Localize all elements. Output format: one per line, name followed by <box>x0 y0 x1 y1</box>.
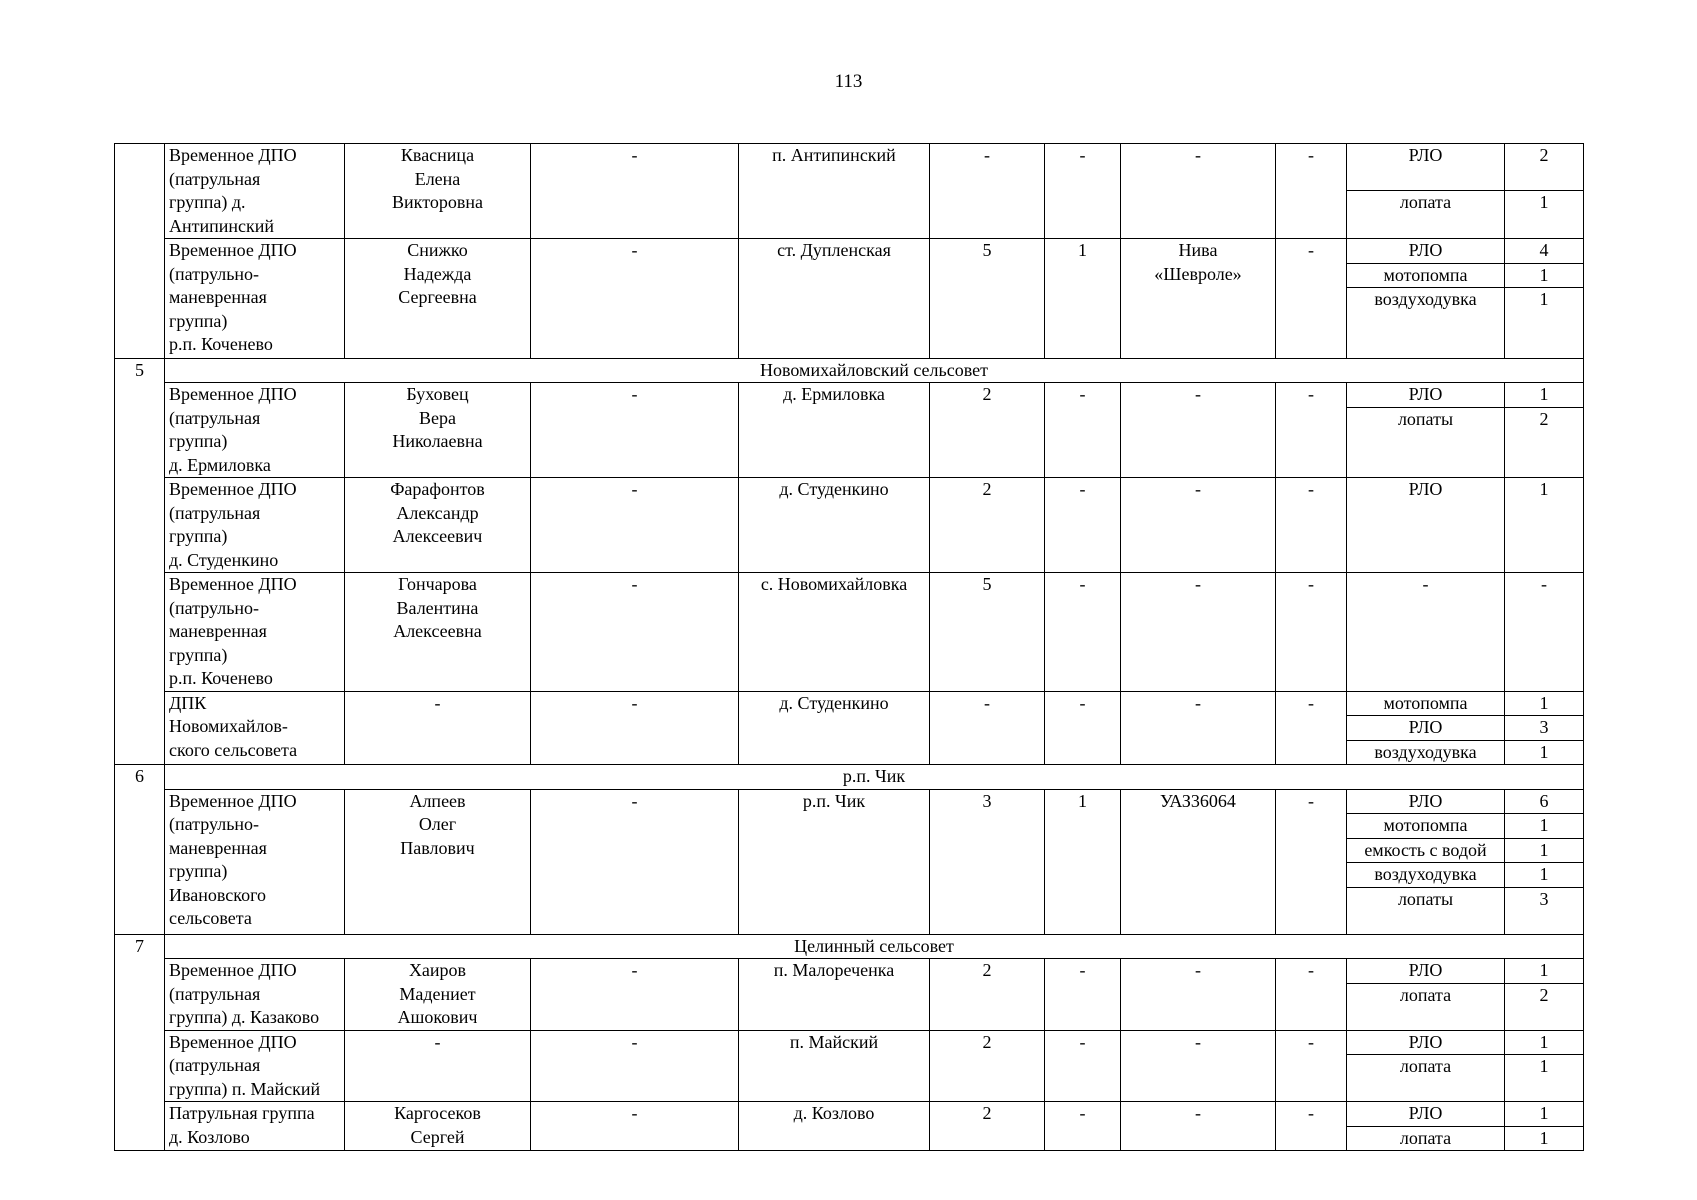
unit-name-line: группа) <box>169 526 228 546</box>
people-count-cell: - <box>930 691 1045 765</box>
table-row <box>115 1030 1584 1055</box>
unit-name-line: (патрульная <box>169 407 261 428</box>
unit-head-line: Валентина <box>396 597 479 618</box>
equipment-qty-cell: 2 <box>1505 144 1584 191</box>
unit-name-line: р.п. Коченево <box>169 334 273 354</box>
people-count-cell: 5 <box>930 573 1045 692</box>
people-count-cell: 5 <box>930 239 1045 359</box>
equipment-qty-cell: 1 <box>1505 1126 1584 1151</box>
equipment-item-cell: воздуходувка <box>1347 863 1505 888</box>
unit-head-line: Снижко <box>407 240 468 260</box>
unit-name-line: Ивановского <box>169 884 267 905</box>
unit-name-line: маневренная <box>169 287 267 307</box>
unit-name-line: группа) <box>169 644 228 665</box>
unit-head-line: - <box>434 1031 441 1052</box>
people-count-cell: 2 <box>930 1030 1045 1102</box>
vehicle-type-cell: - <box>1121 144 1276 239</box>
people-count-cell: 2 <box>930 959 1045 1031</box>
contact-cell: - <box>531 691 739 765</box>
people-count-cell: 2 <box>930 478 1045 573</box>
vehicle-type-cell: - <box>1121 691 1276 765</box>
equipment-qty-cell: - <box>1505 573 1584 692</box>
equipment-qty-cell: 1 <box>1505 691 1584 716</box>
vehicle-type-cell: - <box>1121 383 1276 478</box>
equipment-item-cell: мотопомпа <box>1347 691 1505 716</box>
extra-cell: - <box>1276 1102 1347 1151</box>
unit-name-line: группа) <box>169 431 228 451</box>
unit-name-cell <box>165 478 345 573</box>
location-cell: д. Студенкино <box>739 691 930 765</box>
equipment-item-cell: воздуходувка <box>1347 740 1505 765</box>
unit-head-cell <box>345 959 531 1031</box>
unit-name-line: группа) <box>169 310 228 331</box>
unit-head-cell <box>345 478 531 573</box>
equipment-item-cell: воздуходувка <box>1347 288 1505 359</box>
unit-name-line: группа) <box>169 861 228 881</box>
unit-head-line: - <box>434 692 441 713</box>
table-body <box>115 144 1584 1151</box>
unit-name-line: маневренная <box>169 621 267 641</box>
unit-head-cell <box>345 691 531 765</box>
location-cell: д. Козлово <box>739 1102 930 1151</box>
unit-name-line: (патрульная <box>169 983 261 1004</box>
unit-name-cell <box>165 789 345 934</box>
people-count-cell: 2 <box>930 383 1045 478</box>
vehicle-type-cell: - <box>1121 1030 1276 1102</box>
unit-head-line: Алпеев <box>409 790 466 811</box>
vehicle-type-cell: УАЗ36064 <box>1121 789 1276 934</box>
unit-head-line: Ашокович <box>397 1007 478 1027</box>
equipment-qty-cell: 3 <box>1505 887 1584 934</box>
equipment-qty-cell: 6 <box>1505 789 1584 814</box>
equipment-qty-cell: 2 <box>1505 983 1584 1030</box>
unit-head-line: Сергей <box>410 1126 465 1147</box>
unit-head-line: Надежда <box>403 263 472 284</box>
unit-name-line: группа) п. Майский <box>169 1078 321 1099</box>
extra-cell: - <box>1276 383 1347 478</box>
section-row <box>115 934 1584 959</box>
unit-name-line: Новомихайлов- <box>169 716 288 736</box>
group-number <box>115 144 165 359</box>
unit-head-line: Николаевна <box>392 431 483 451</box>
equipment-item-cell: РЛО <box>1347 1030 1505 1055</box>
equipment-item-cell: - <box>1347 573 1505 692</box>
contact-cell: - <box>531 144 739 239</box>
vehicle-type-cell <box>1121 239 1276 359</box>
location-cell: д. Ермиловка <box>739 383 930 478</box>
unit-name-line: Патрульная группа <box>169 1103 315 1123</box>
section-row <box>115 765 1584 790</box>
group-number: 5 <box>115 358 165 765</box>
unit-name-line: Антипинский <box>169 215 275 236</box>
equipment-qty-cell: 1 <box>1505 863 1584 888</box>
unit-head-cell <box>345 789 531 934</box>
unit-head-cell <box>345 239 531 359</box>
equipment-qty-cell: 1 <box>1505 838 1584 863</box>
unit-head-line: Елена <box>414 168 461 189</box>
equipment-item-cell: лопаты <box>1347 887 1505 934</box>
extra-cell: - <box>1276 573 1347 692</box>
unit-name-line: Временное ДПО <box>169 145 297 165</box>
unit-name-line: (патрульно- <box>169 814 260 834</box>
contact-cell: - <box>531 1030 739 1102</box>
table-row <box>115 383 1584 408</box>
vehicle-type-line: «Шевроле» <box>1154 263 1242 284</box>
unit-head-cell <box>345 1102 531 1151</box>
unit-name-line: Временное ДПО <box>169 1031 297 1052</box>
vehicle-count-cell: - <box>1045 1102 1121 1151</box>
unit-head-line: Олег <box>418 814 457 834</box>
location-cell: п. Майский <box>739 1030 930 1102</box>
fire-units-table <box>114 143 1584 1151</box>
equipment-item-cell: лопата <box>1347 983 1505 1030</box>
vehicle-count-cell: - <box>1045 144 1121 239</box>
unit-name-line: д. Студенкино <box>169 549 279 570</box>
unit-name-line: Временное ДПО <box>169 384 297 404</box>
equipment-item-cell: РЛО <box>1347 383 1505 408</box>
extra-cell: - <box>1276 691 1347 765</box>
unit-name-cell <box>165 1102 345 1151</box>
unit-name-cell <box>165 573 345 692</box>
table-row <box>115 691 1584 716</box>
extra-cell: - <box>1276 959 1347 1031</box>
unit-head-line: Павлович <box>400 837 475 858</box>
unit-name-line: (патрульная <box>169 168 261 189</box>
unit-name-line: Временное ДПО <box>169 960 297 980</box>
section-title: Целинный сельсовет <box>165 934 1584 959</box>
unit-head-line: Алексеевич <box>392 526 483 546</box>
table-row <box>115 144 1584 168</box>
unit-name-line: (патрульно- <box>169 263 260 284</box>
location-cell: ст. Дупленская <box>739 239 930 359</box>
unit-name-line: Временное ДПО <box>169 240 297 260</box>
contact-cell: - <box>531 959 739 1031</box>
unit-name-cell <box>165 239 345 359</box>
unit-name-line: Временное ДПО <box>169 574 297 594</box>
unit-name-line: Временное ДПО <box>169 790 297 811</box>
vehicle-count-cell: - <box>1045 1030 1121 1102</box>
equipment-qty-cell: 4 <box>1505 239 1584 264</box>
equipment-qty-cell: 1 <box>1505 814 1584 839</box>
unit-name-cell <box>165 383 345 478</box>
vehicle-count-cell: - <box>1045 478 1121 573</box>
unit-name-cell <box>165 959 345 1031</box>
unit-name-line: (патрульно- <box>169 597 260 618</box>
unit-head-line: Гончарова <box>398 574 477 594</box>
unit-name-line: д. Ермиловка <box>169 454 271 475</box>
vehicle-count-cell: - <box>1045 383 1121 478</box>
group-number: 6 <box>115 765 165 935</box>
equipment-item-cell: РЛО <box>1347 239 1505 264</box>
unit-head-line: Викторовна <box>392 192 483 212</box>
section-row <box>115 358 1584 383</box>
section-title: р.п. Чик <box>165 765 1584 790</box>
people-count-cell: - <box>930 144 1045 239</box>
contact-cell: - <box>531 573 739 692</box>
equipment-qty-cell: 1 <box>1505 263 1584 288</box>
unit-head-line: Вера <box>419 407 456 428</box>
extra-cell: - <box>1276 478 1347 573</box>
extra-cell: - <box>1276 1030 1347 1102</box>
contact-cell: - <box>531 789 739 934</box>
vehicle-count-cell: - <box>1045 959 1121 1031</box>
equipment-qty-cell: 1 <box>1505 1102 1584 1127</box>
people-count-cell: 2 <box>930 1102 1045 1151</box>
equipment-item-cell: РЛО <box>1347 959 1505 984</box>
unit-head-cell <box>345 573 531 692</box>
extra-cell: - <box>1276 789 1347 934</box>
unit-name-line: маневренная <box>169 837 267 858</box>
equipment-item-cell: лопата <box>1347 1126 1505 1151</box>
equipment-item-cell: мотопомпа <box>1347 263 1505 288</box>
equipment-item-cell: мотопомпа <box>1347 814 1505 839</box>
vehicle-type-cell: - <box>1121 959 1276 1031</box>
equipment-item-cell: лопата <box>1347 1055 1505 1102</box>
unit-name-cell <box>165 144 345 239</box>
page-number: 113 <box>834 71 863 92</box>
location-cell: п. Антипинский <box>739 144 930 239</box>
equipment-item-cell: РЛО <box>1347 478 1505 573</box>
unit-name-line: ского сельсовета <box>169 739 298 760</box>
equipment-qty-cell: 1 <box>1505 1055 1584 1102</box>
table-row <box>115 239 1584 264</box>
contact-cell: - <box>531 1102 739 1151</box>
unit-head-line: Каргосеков <box>394 1103 481 1123</box>
vehicle-count-cell: - <box>1045 691 1121 765</box>
unit-name-line: сельсовета <box>169 908 252 928</box>
extra-cell: - <box>1276 239 1347 359</box>
equipment-qty-cell: 2 <box>1505 407 1584 478</box>
unit-name-line: д. Козлово <box>169 1126 250 1147</box>
unit-name-line: группа) д. Казаково <box>169 1007 320 1027</box>
equipment-qty-cell: 1 <box>1505 740 1584 765</box>
equipment-item-cell: емкость с водой <box>1347 838 1505 863</box>
unit-head-line: Фарафонтов <box>390 479 485 499</box>
unit-name-line: р.п. Коченево <box>169 668 273 688</box>
vehicle-type-cell: - <box>1121 1102 1276 1151</box>
unit-head-line: Квасница <box>400 145 475 165</box>
unit-head-line: Мадениет <box>399 983 476 1004</box>
vehicle-count-cell: 1 <box>1045 239 1121 359</box>
equipment-qty-cell: 1 <box>1505 288 1584 359</box>
equipment-item-cell: лопата <box>1347 191 1505 239</box>
unit-name-line: Временное ДПО <box>169 479 297 499</box>
section-title: Новомихайловский сельсовет <box>165 358 1584 383</box>
location-cell: д. Студенкино <box>739 478 930 573</box>
vehicle-type-cell: - <box>1121 478 1276 573</box>
unit-head-cell <box>345 1030 531 1102</box>
extra-cell: - <box>1276 144 1347 239</box>
unit-name-line: (патрульная <box>169 502 261 523</box>
unit-name-line: ДПК <box>169 692 207 713</box>
unit-name-cell <box>165 691 345 765</box>
vehicle-count-cell: 1 <box>1045 789 1121 934</box>
people-count-cell: 3 <box>930 789 1045 934</box>
table-row <box>115 959 1584 984</box>
unit-name-cell <box>165 1030 345 1102</box>
location-cell: с. Новомихайловка <box>739 573 930 692</box>
equipment-item-cell: РЛО <box>1347 789 1505 814</box>
vehicle-count-cell: - <box>1045 573 1121 692</box>
contact-cell: - <box>531 239 739 359</box>
table-row <box>115 789 1584 814</box>
equipment-item-cell: РЛО <box>1347 1102 1505 1127</box>
location-cell: п. Малореченка <box>739 959 930 1031</box>
location-cell: р.п. Чик <box>739 789 930 934</box>
contact-cell: - <box>531 383 739 478</box>
vehicle-type-line: Нива <box>1178 240 1218 260</box>
equipment-item-cell: РЛО <box>1347 716 1505 741</box>
table-row <box>115 573 1584 597</box>
equipment-item-cell: РЛО <box>1347 144 1505 191</box>
table-row <box>115 478 1584 502</box>
unit-head-cell <box>345 144 531 239</box>
equipment-item-cell: лопаты <box>1347 407 1505 478</box>
equipment-qty-cell: 1 <box>1505 1030 1584 1055</box>
contact-cell: - <box>531 478 739 573</box>
unit-head-cell <box>345 383 531 478</box>
group-number: 7 <box>115 934 165 1151</box>
unit-name-line: группа) д. <box>169 192 246 212</box>
table-row <box>115 1102 1584 1127</box>
equipment-qty-cell: 1 <box>1505 191 1584 239</box>
equipment-qty-cell: 3 <box>1505 716 1584 741</box>
vehicle-type-cell: - <box>1121 573 1276 692</box>
unit-head-line: Александр <box>396 502 479 523</box>
unit-head-line: Буховец <box>406 384 469 404</box>
unit-head-line: Хаиров <box>408 960 467 980</box>
unit-head-line: Сергеевна <box>398 287 477 307</box>
unit-head-line: Алексеевна <box>393 621 482 641</box>
equipment-qty-cell: 1 <box>1505 383 1584 408</box>
equipment-qty-cell: 1 <box>1505 478 1584 573</box>
unit-name-line: (патрульная <box>169 1055 261 1075</box>
equipment-qty-cell: 1 <box>1505 959 1584 984</box>
